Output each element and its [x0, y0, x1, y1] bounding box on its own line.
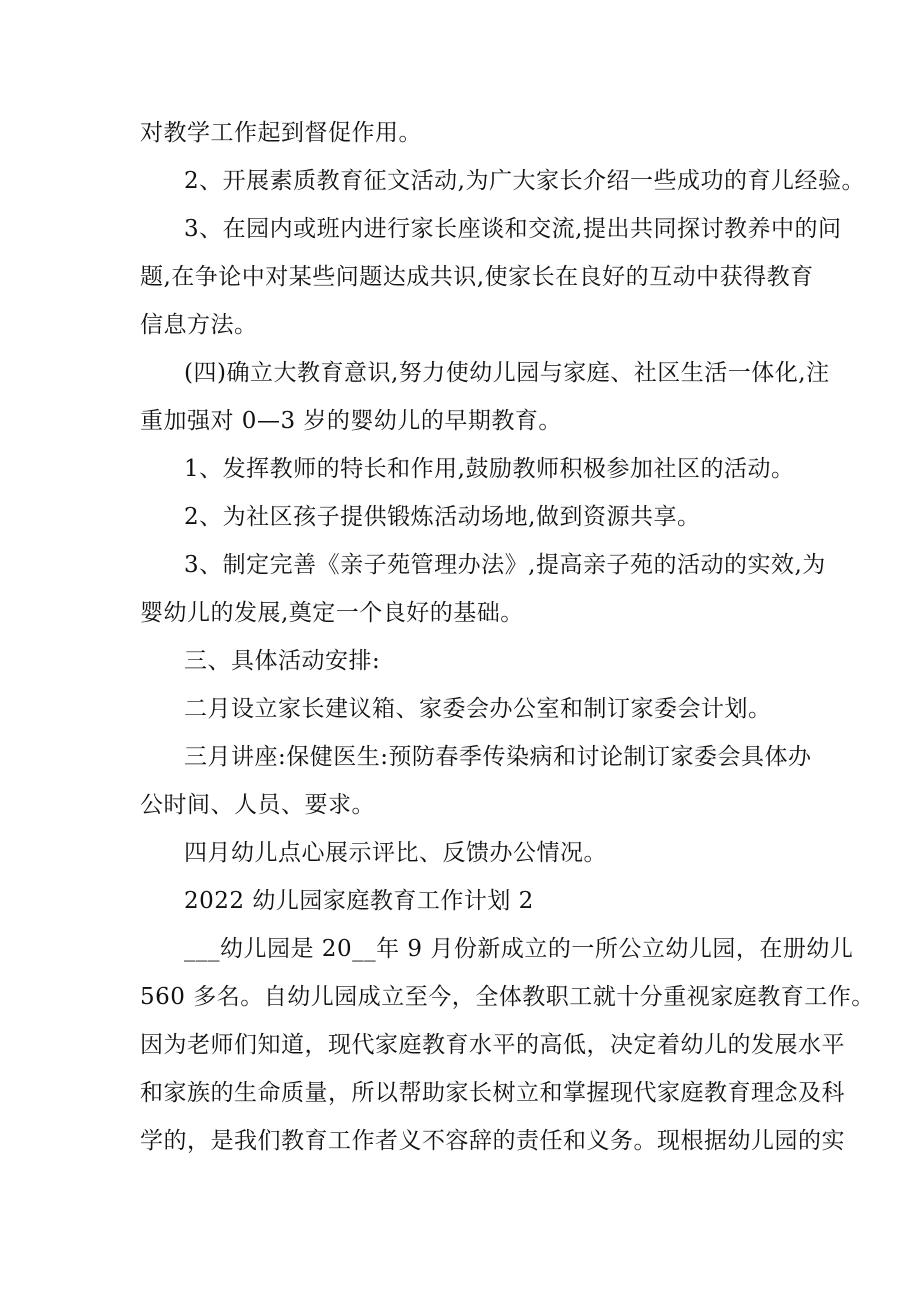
- paragraph-line: 560 多名。自幼儿园成立至今，全体教职工就十分重视家庭教育工作。: [140, 984, 875, 1010]
- paragraph-line: 对教学工作起到督促作用。: [140, 120, 422, 146]
- document-title: 2022 幼儿园家庭教育工作计划 2: [184, 888, 534, 914]
- paragraph-line: 因为老师们知道，现代家庭教育水平的高低，决定着幼儿的发展水平: [140, 1032, 845, 1058]
- paragraph-line: ___幼儿园是 20__年 9 月份新成立的一所公立幼儿园，在册幼儿: [184, 936, 854, 962]
- paragraph-line: 题,在争论中对某些问题达成共识,使家长在良好的互动中获得教育: [140, 264, 814, 290]
- paragraph-line: 公时间、人员、要求。: [140, 792, 375, 818]
- paragraph-line: 四月幼儿点心展示评比、反馈办公情况。: [184, 840, 607, 866]
- paragraph-line: 2、开展素质教育征文活动,为广大家长介绍一些成功的育儿经验。: [184, 168, 865, 194]
- paragraph-line: (四)确立大教育意识,努力使幼儿园与家庭、社区生活一体化,注: [184, 360, 830, 386]
- paragraph-line: 学的，是我们教育工作者义不容辞的责任和义务。现根据幼儿园的实: [140, 1128, 845, 1154]
- paragraph-line: 婴幼儿的发展,奠定一个良好的基础。: [140, 600, 524, 626]
- paragraph-line: 二月设立家长建议箱、家委会办公室和制订家委会计划。: [184, 696, 772, 722]
- paragraph-line: 和家族的生命质量，所以帮助家长树立和掌握现代家庭教育理念及科: [140, 1080, 845, 1106]
- paragraph-line: 重加强对 0—3 岁的婴幼儿的早期教育。: [140, 408, 562, 434]
- paragraph-line: 三月讲座:保健医生:预防春季传染病和讨论制订家委会具体办: [184, 744, 812, 770]
- paragraph-line: 3、在园内或班内进行家长座谈和交流,提出共同探讨教养中的问: [184, 216, 842, 242]
- paragraph-line: 信息方法。: [140, 312, 258, 338]
- paragraph-line: 1、发挥教师的特长和作用,鼓励教师积极参加社区的活动。: [184, 456, 795, 482]
- paragraph-line: 2、为社区孩子提供锻炼活动场地,做到资源共享。: [184, 504, 701, 530]
- paragraph-line: 3、制定完善《亲子苑管理办法》,提高亲子苑的活动的实效,为: [184, 552, 826, 578]
- section-heading: 三、具体活动安排:: [184, 648, 381, 674]
